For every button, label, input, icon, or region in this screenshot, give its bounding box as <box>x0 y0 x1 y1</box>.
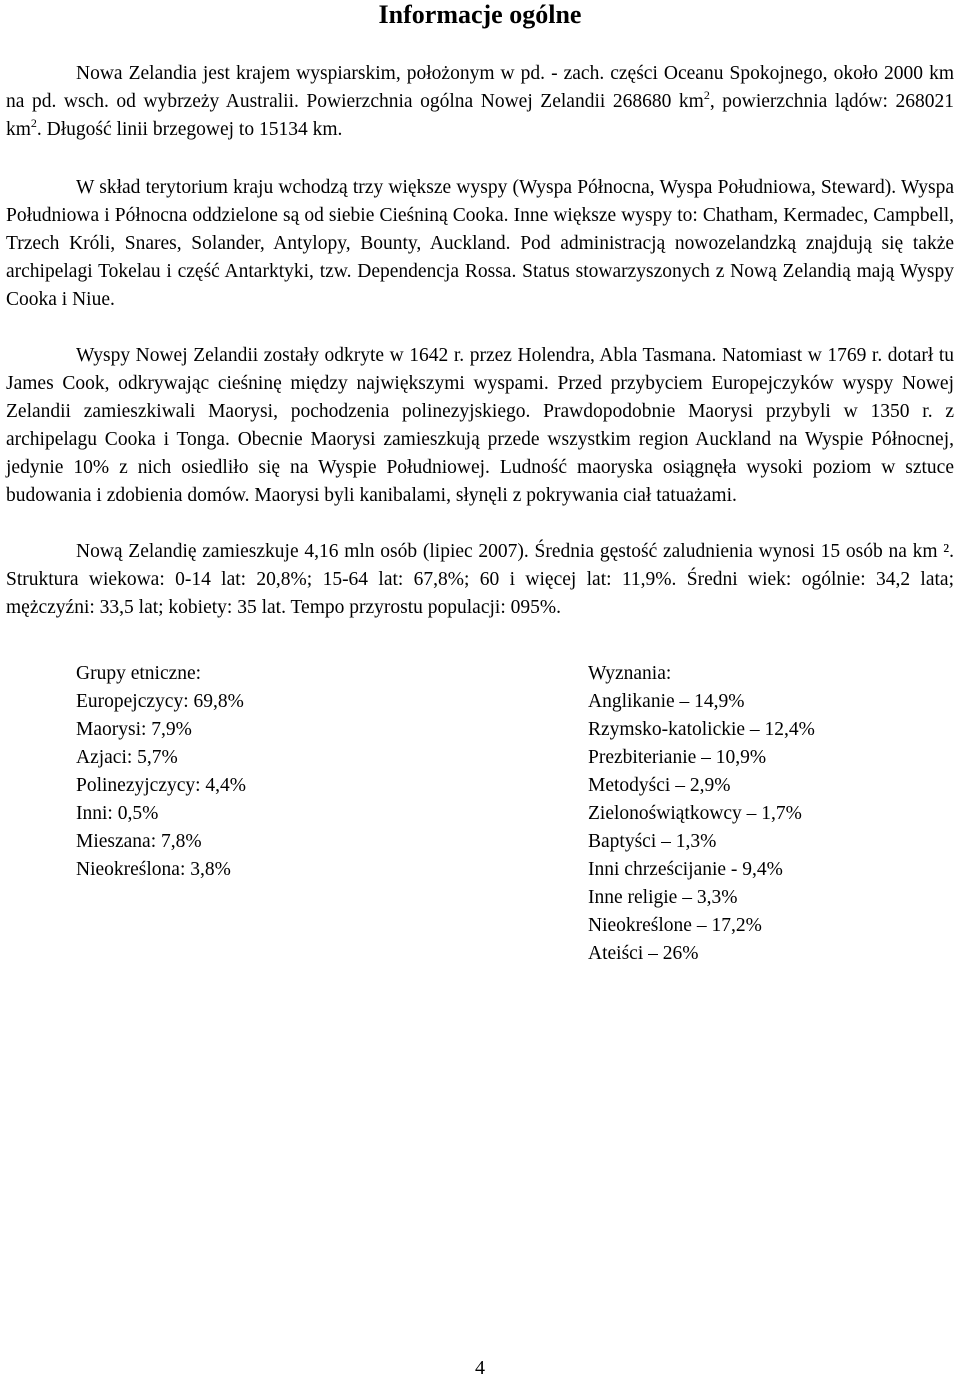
paragraph-geography-text-3: . Długość linii brzegowej to 15134 km. <box>36 119 343 140</box>
list-item: Baptyści – 1,3% <box>588 831 717 852</box>
statistics-lists <box>6 660 954 980</box>
list-item: Polinezyjczycy: 4,4% <box>76 775 247 796</box>
list-item: Inni: 0,5% <box>76 803 159 824</box>
list-item: Anglikanie – 14,9% <box>588 691 745 712</box>
list-item: Maorysi: 7,9% <box>76 719 192 740</box>
list-item: Inni chrześcijanie - 9,4% <box>588 859 783 880</box>
paragraph-geography <box>6 60 954 144</box>
paragraph-history: Wyspy Nowej Zelandii zostały odkryte w 1642 r. przez Holendra, Abla Tasmana. Natomiast w 1769 r. dotarł tu James Cook, odkrywając cieśninę między największymi wyspami. Przed przybyciem Europejczyków wyspy Nowej Zelandii zamieszkiwali Maorysi, pochodzenia polinezyjskiego. Prawdopodobnie Maorysi przybyli w 1350 r. z archipelagu Cooka i Tonga. Obecnie Maorysi zamieszkują przede wszystkim region Auckland na Wyspie Północnej, jedynie 10% z nich osiedliło się na Wyspie Południowej. Ludność maoryska osiągnęła wysoki poziom w sztuce budowania i zdobienia domów. Maorysi byli kanibalami, słynęli z pokrywania ciał tatuażami. <box>6 345 954 506</box>
paragraph-geography-text-1: Nowa Zelandia jest krajem wyspiarskim, położonym w pd. - zach. części Oceanu Spokojnego, około 2000 km na pd. wsch. od wybrzeży Australii. Powierzchnia ogólna Nowej Zelandii 268680 km <box>6 63 954 112</box>
list-item: Mieszana: 7,8% <box>76 831 202 852</box>
list-item: Rzymsko-katolickie – 12,4% <box>588 719 815 740</box>
religions-list <box>588 660 815 968</box>
list-item: Prezbiterianie – 10,9% <box>588 747 767 768</box>
superscript-2: 2 <box>703 88 710 102</box>
list-item: Zielonoświątkowcy – 1,7% <box>588 803 802 824</box>
page-title: Informacje ogólne <box>378 0 582 29</box>
list-item: Azjaci: 5,7% <box>76 747 178 768</box>
list-item: Metodyści – 2,9% <box>588 775 731 796</box>
religions-heading: Wyznania: <box>588 663 672 684</box>
superscript-2: 2 <box>30 116 37 130</box>
list-item: Ateiści – 26% <box>588 943 699 964</box>
paragraph-geography-text-2: , powierzchnia lądów: 268021 km <box>6 91 954 140</box>
ethnic-groups-heading: Grupy etniczne: <box>76 663 202 684</box>
list-item: Nieokreślona: 3,8% <box>76 859 231 880</box>
paragraph-population: Nową Zelandię zamieszkuje 4,16 mln osób (lipiec 2007). Średnia gęstość zaludnienia wynosi 15 osób na km ². Struktura wiekowa: 0-14 lat: 20,8%; 15-64 lat: 67,8%; 60 i więcej lat: 11,9%. Średni wiek: ogólnie: 34,2 lata; mężczyźni: 33,5 lat; kobiety: 35 lat. Tempo przyrostu populacji: 095%. <box>6 541 954 618</box>
page-number: 4 <box>475 1357 485 1379</box>
paragraph-territory: W skład terytorium kraju wchodzą trzy większe wyspy (Wyspa Północna, Wyspa Południowa, Steward). Wyspa Południowa i Północna oddzielone są od siebie Cieśniną Cooka. Inne większe wyspy to: Chatham, Kermadec, Campbell, Trzech Króli, Snares, Solander, Antylopy, Bounty, Auckland. Pod administracją nowozelandzką znajdują się także archipelagi Tokelau i część Antarktyki, tzw. Dependencja Rossa. Status stowarzyszonych z Nową Zelandią mają Wyspy Cooka i Niue. <box>6 177 954 310</box>
list-item: Inne religie – 3,3% <box>588 887 738 908</box>
ethnic-groups-list <box>76 660 246 884</box>
list-item: Europejczycy: 69,8% <box>76 691 244 712</box>
list-item: Nieokreślone – 17,2% <box>588 915 762 936</box>
